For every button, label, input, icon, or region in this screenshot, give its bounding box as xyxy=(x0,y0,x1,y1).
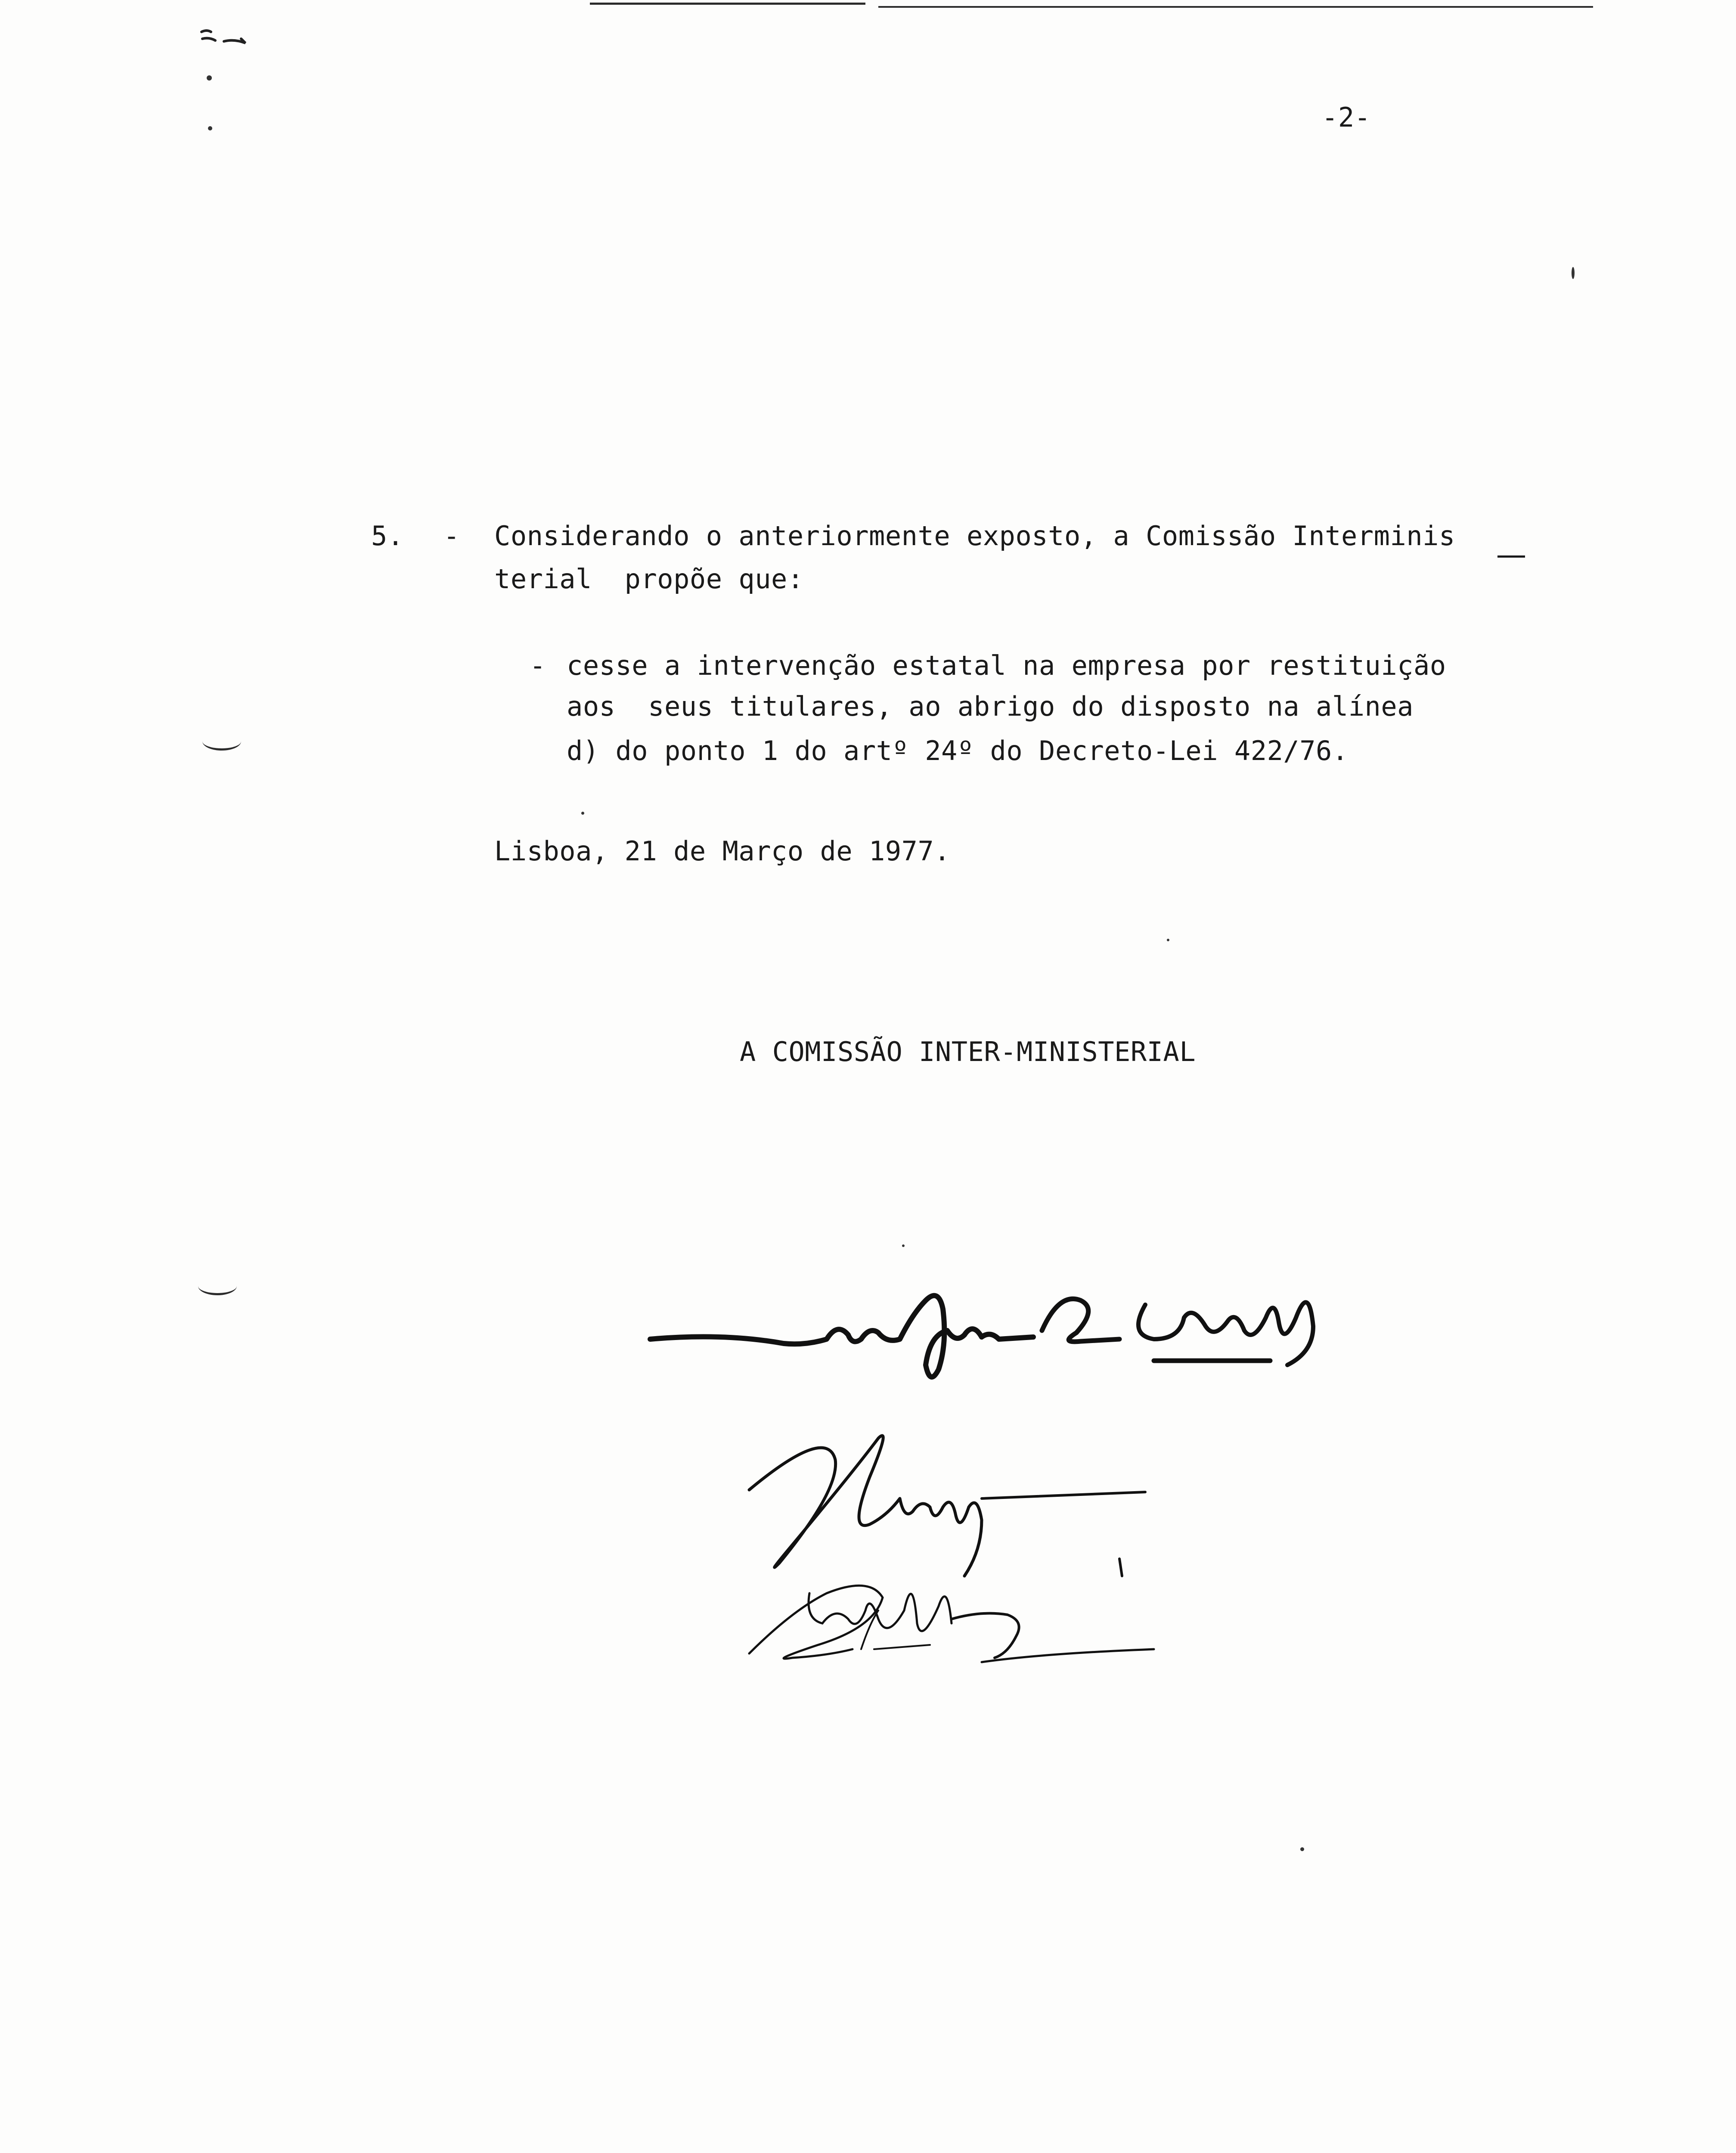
underline-mark xyxy=(1497,555,1525,558)
item-dash: - xyxy=(530,650,546,681)
scan-speck xyxy=(207,75,212,81)
signatory-title: A COMISSÃO INTER-MINISTERIAL xyxy=(740,1036,1196,1067)
signature-1 xyxy=(646,1257,1438,1395)
top-edge-rule-right xyxy=(878,6,1593,8)
scan-speck xyxy=(581,812,584,815)
item-line-1: cesse a intervenção estatal na empresa por restituição xyxy=(567,650,1446,681)
scan-speck xyxy=(902,1244,905,1247)
paragraph-number: 5. xyxy=(371,520,404,552)
binder-mark-upper xyxy=(202,732,241,751)
binder-mark-lower xyxy=(198,1277,237,1295)
paragraph-dash: - xyxy=(443,520,460,552)
paragraph-line-2: terial propõe que: xyxy=(494,563,804,595)
scan-speck xyxy=(208,126,212,130)
page-number: -2- xyxy=(1322,102,1371,133)
corner-scribble xyxy=(198,26,267,65)
paragraph-line-1: Considerando o anteriormente exposto, a Comissão Interminis xyxy=(494,520,1455,552)
scan-speck xyxy=(1300,1847,1304,1851)
item-line-2: aos seus titulares, ao abrigo do disposto na alínea xyxy=(567,691,1414,722)
signature-3 xyxy=(741,1546,1171,1688)
top-edge-rule-left xyxy=(590,3,865,5)
date-line: Lisboa, 21 de Março de 1977. xyxy=(494,835,951,867)
item-line-3: d) do ponto 1 do artº 24º do Decreto-Lei 422/76. xyxy=(567,735,1348,766)
scan-speck xyxy=(1167,939,1169,941)
scan-speck xyxy=(1572,267,1575,279)
